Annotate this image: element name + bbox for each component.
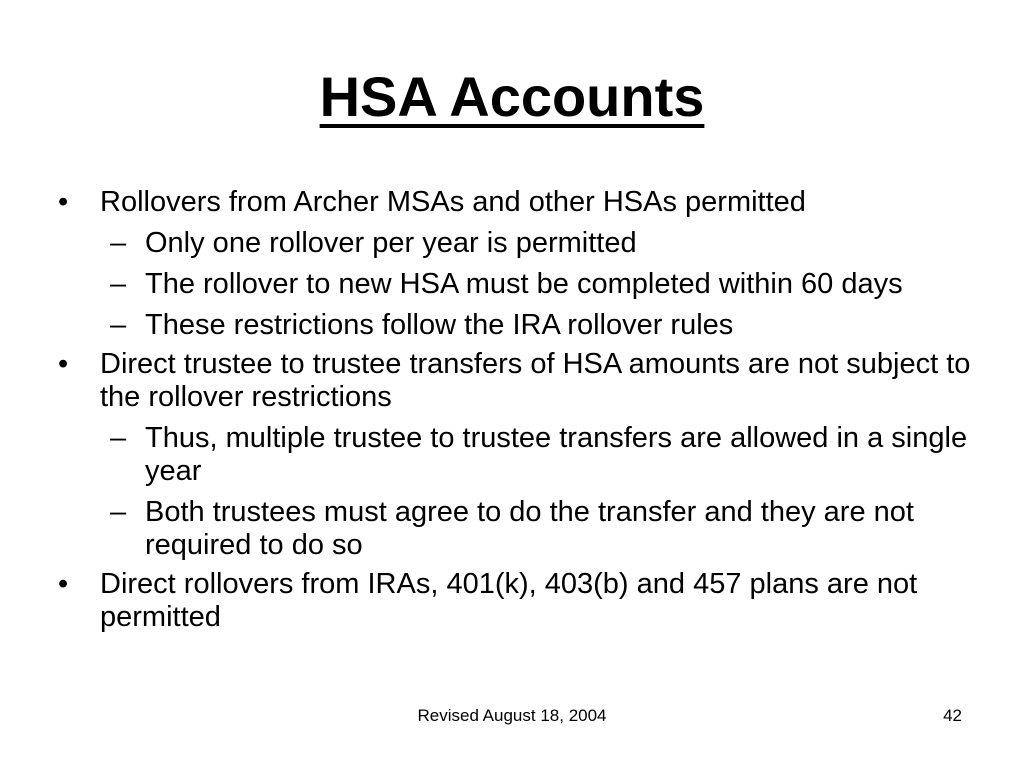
bullet-text: Direct rollovers from IRAs, 401(k), 403(b) and 457 plans are not permitted <box>100 568 918 633</box>
sub-bullet-text: These restrictions follow the IRA rollover rules <box>145 309 734 341</box>
dash-marker: – <box>110 227 127 259</box>
sub-bullet-item <box>56 422 976 488</box>
bullet-item <box>56 568 976 634</box>
dash-marker: – <box>110 309 127 341</box>
page-number: 42 <box>943 706 962 725</box>
sub-bullet-text: Thus, multiple trustee to trustee transfers are allowed in a single year <box>145 422 968 487</box>
bullet-marker: • <box>58 568 69 600</box>
bullet-list <box>56 180 976 634</box>
bullet-text: Rollovers from Archer MSAs and other HSAs permitted <box>100 186 806 218</box>
sub-bullet-item <box>56 227 976 260</box>
dash-marker: – <box>110 422 127 454</box>
dash-marker: – <box>110 268 127 300</box>
sub-bullet-text: Both trustees must agree to do the transfer and they are not required to do so <box>145 496 914 561</box>
sub-bullet-text: The rollover to new HSA must be completed within 60 days <box>145 268 903 300</box>
sub-bullet-item <box>56 496 976 562</box>
sub-bullet-text: Only one rollover per year is permitted <box>145 227 637 259</box>
sub-bullet-item <box>56 309 976 342</box>
bullet-marker: • <box>58 348 69 380</box>
bullet-item <box>56 186 976 219</box>
dash-marker: – <box>110 496 127 528</box>
bullet-text: Direct trustee to trustee transfers of HSA amounts are not subject to the rollover restrictions <box>100 348 971 413</box>
bullet-marker: • <box>58 186 69 218</box>
bullet-item <box>56 348 976 414</box>
sub-bullet-item <box>56 268 976 301</box>
slide-title: HSA Accounts <box>319 65 705 128</box>
footer-date: Revised August 18, 2004 <box>417 706 607 725</box>
